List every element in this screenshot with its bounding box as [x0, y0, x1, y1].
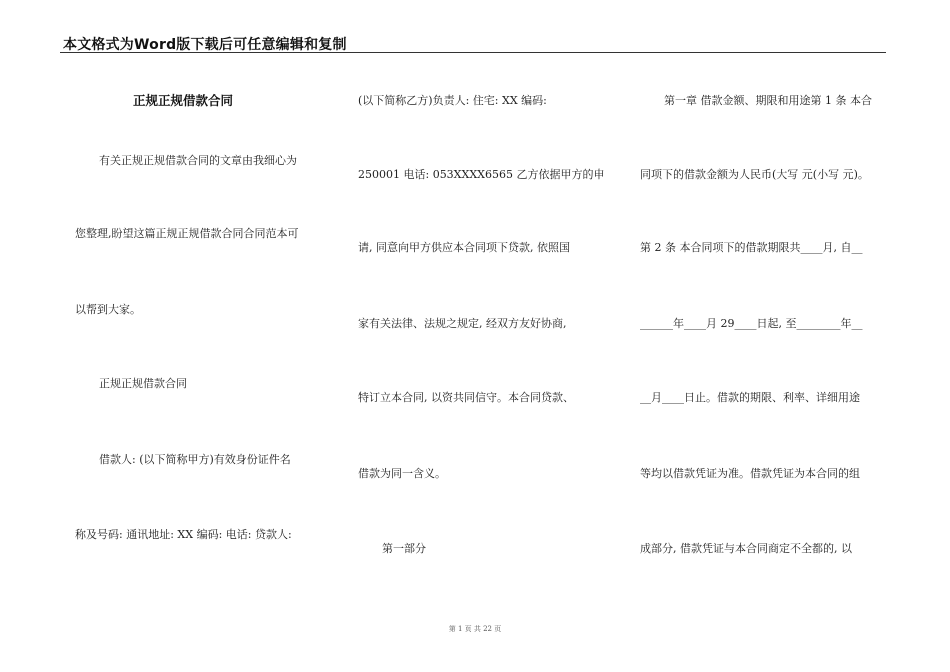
text-line: 请, 同意向甲方供应本合同项下贷款, 依照国 [358, 241, 570, 254]
text-line: 以帮到大家。 [75, 303, 141, 316]
text-line: 等均以借款凭证为准。借款凭证为本合同的组 [640, 467, 860, 480]
text-line: 有关正规正规借款合同的文章由我细心为 [99, 154, 297, 167]
page-number: 第 1 页 共 22 页 [448, 625, 502, 633]
text-line: ______年____月 29____日起, 至________年__ [640, 317, 863, 330]
text-line: 同项下的借款金额为人民币(大写 元(小写 元)。 [640, 168, 869, 181]
text-line: 250001 电话: 053XXXX6565 乙方依据甲方的申 [358, 168, 605, 181]
document-header-title: 本文格式为Word版下载后可任意编辑和复制 [63, 37, 347, 53]
text-line: 成部分, 借款凭证与本合同商定不全都的, 以 [640, 542, 852, 555]
text-line: (以下简称乙方)负责人: 住宅: XX 编码: [358, 94, 547, 107]
text-line: 第一章 借款金额、期限和用途第 1 条 本合 [664, 94, 872, 107]
text-line: 特订立本合同, 以资共同信守。本合同贷款、 [358, 391, 574, 404]
section-heading: 正规正规借款合同 [99, 377, 187, 390]
text-line: 家有关法律、法规之规定, 经双方友好协商, [358, 317, 567, 330]
text-line: 您整理,盼望这篇正规正规借款合同合同范本可 [75, 227, 299, 240]
text-line: 称及号码: 通讯地址: XX 编码: 电话: 贷款人: [75, 528, 292, 541]
contract-title: 正规正规借款合同 [133, 93, 234, 108]
text-line: 借款为同一含义。 [358, 467, 446, 480]
text-line: 第 2 条 本合同项下的借款期限共____月, 自__ [640, 241, 863, 254]
text-line: 借款人: (以下简称甲方)有效身份证件名 [99, 453, 291, 466]
text-line: __月____日止。借款的期限、利率、详细用途 [640, 391, 860, 404]
section-heading: 第一部分 [382, 542, 426, 555]
header-divider [60, 52, 886, 53]
